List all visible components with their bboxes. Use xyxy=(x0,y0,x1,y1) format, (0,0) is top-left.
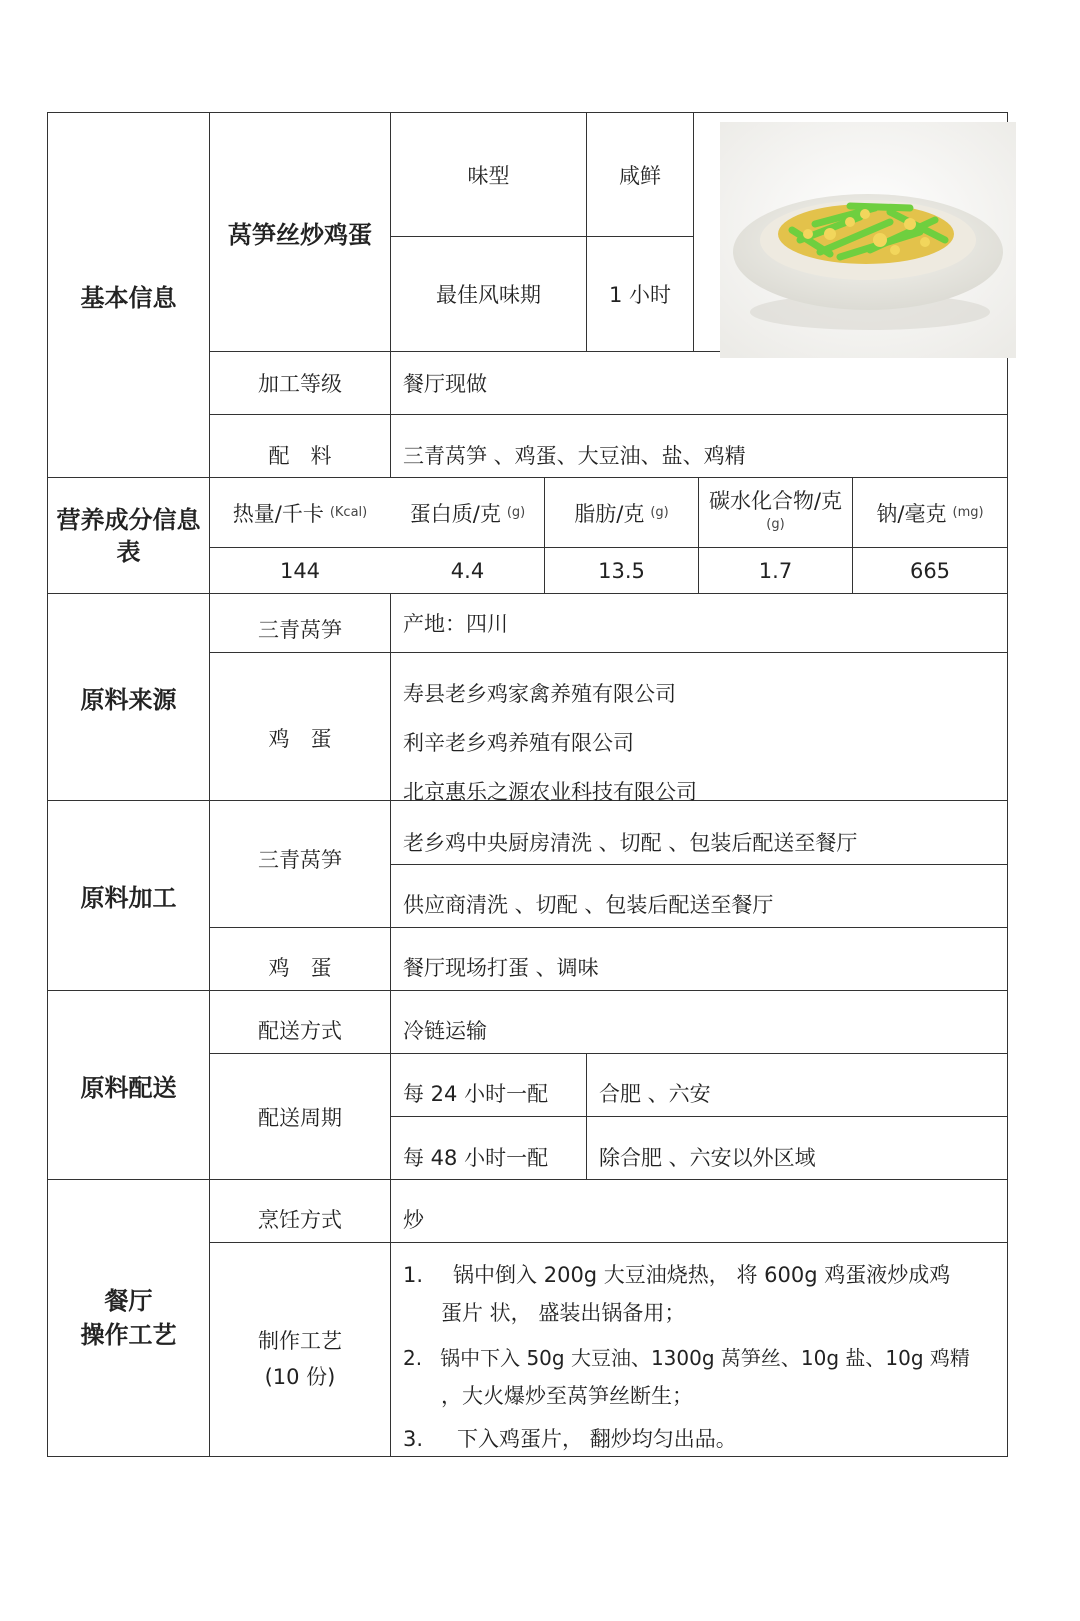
nutrition-name: 钠/毫克 xyxy=(876,501,947,526)
step-text: 锅中倒入 200g 大豆油烧热， 将 600g 鸡蛋液炒成鸡 xyxy=(453,1263,951,1287)
processing-egg-value: 餐厅现场打蛋 、调味 xyxy=(403,956,599,980)
nutrition-header-carbs xyxy=(699,478,852,547)
processing-lettuce-value2: 供应商清洗 、切配 、包装后配送至餐厅 xyxy=(403,893,774,917)
source-egg-label: 鸡 蛋 xyxy=(268,726,332,751)
section-nutrition-line2: 表 xyxy=(116,537,141,566)
step-number: 2. xyxy=(403,1346,423,1370)
step-number: 1. xyxy=(403,1263,424,1287)
craft-step-2 xyxy=(403,1339,1003,1415)
flavor-value: 咸鲜 xyxy=(619,163,661,188)
processing-lettuce-label: 三青莴笋 xyxy=(258,848,342,872)
nutrition-value-energy: 144 xyxy=(279,558,321,583)
dish-name: 莴笋丝炒鸡蛋 xyxy=(228,220,372,249)
processing-lettuce-value1: 老乡鸡中央厨房清洗 、切配 、包装后配送至餐厅 xyxy=(403,830,858,855)
nutrition-name: 脂肪/克 xyxy=(574,501,645,526)
craft-label-line1: 制作工艺 xyxy=(258,1328,342,1353)
supplier-item: 利辛老乡鸡养殖有限公司 xyxy=(403,731,634,755)
delivery-cycle2-area: 除合肥 、六安以外区域 xyxy=(599,1146,816,1170)
delivery-cycle-label: 配送周期 xyxy=(258,1105,342,1130)
processing-egg-label: 鸡 蛋 xyxy=(268,956,332,980)
best-period-value: 1 小时 xyxy=(608,283,672,307)
nutrition-unit: (mg) xyxy=(952,505,984,520)
ingredients-value: 三青莴笋 、鸡蛋、大豆油、盐、鸡精 xyxy=(403,444,746,468)
best-period-label: 最佳风味期 xyxy=(436,283,541,307)
craft-label xyxy=(210,1243,390,1456)
flavor-label: 味型 xyxy=(467,163,510,188)
section-delivery: 原料配送 xyxy=(80,1073,177,1102)
step-number: 3. xyxy=(403,1427,424,1451)
nutrition-unit: (g) xyxy=(506,505,526,520)
craft-step-3 xyxy=(403,1420,1003,1458)
delivery-cycle1-freq: 每 24 小时一配 xyxy=(403,1082,549,1106)
nutrition-header-fat xyxy=(545,478,698,547)
nutrition-name: 热量/千卡 xyxy=(232,501,324,526)
nutrition-unit: (g) xyxy=(650,505,669,520)
step-text-cont: ，大火爆炒至莴笋丝断生； xyxy=(441,1384,693,1408)
cook-method-label: 烹饪方式 xyxy=(258,1208,342,1232)
section-operation-line1: 餐厅 xyxy=(104,1287,153,1315)
nutrition-header-energy xyxy=(210,478,390,547)
delivery-cycle2-freq: 每 48 小时一配 xyxy=(403,1146,549,1170)
dish-photo-icon xyxy=(720,122,1016,358)
process-level-value: 餐厅现做 xyxy=(403,372,487,396)
section-operation-line2: 操作工艺 xyxy=(80,1321,177,1349)
nutrition-value-sodium: 665 xyxy=(909,558,951,583)
nutrition-header-sodium xyxy=(853,478,1007,547)
source-lettuce-value: 产地：四川 xyxy=(403,612,508,636)
nutrition-value-protein: 4.4 xyxy=(450,558,485,583)
process-level-label: 加工等级 xyxy=(258,372,342,396)
section-source: 原料来源 xyxy=(80,685,177,714)
section-basic-info: 基本信息 xyxy=(80,283,177,312)
section-nutrition xyxy=(48,478,209,593)
source-egg-suppliers xyxy=(403,670,1003,817)
step-text: 锅中下入 50g 大豆油、1300g 莴笋丝、10g 盐、10g 鸡精 xyxy=(440,1346,970,1370)
cook-method-value: 炒 xyxy=(403,1208,424,1232)
craft-label-line2: (10 份) xyxy=(264,1364,336,1389)
delivery-cycle1-area: 合肥 、六安 xyxy=(599,1082,711,1106)
nutrition-unit: (Kcal) xyxy=(329,505,368,520)
delivery-method-label: 配送方式 xyxy=(258,1019,342,1043)
section-processing: 原料加工 xyxy=(80,884,177,912)
source-lettuce-label: 三青莴笋 xyxy=(258,618,342,642)
nutrition-name: 蛋白质/克 xyxy=(409,501,501,526)
step-text-cont: 蛋片 状， 盛装出锅备用； xyxy=(441,1301,686,1325)
section-operation xyxy=(48,1180,209,1456)
nutrition-value-fat: 13.5 xyxy=(598,558,645,583)
section-nutrition-line1: 营养成分信息 xyxy=(56,505,201,534)
step-text: 下入鸡蛋片， 翻炒均匀出品。 xyxy=(457,1427,737,1451)
craft-step-1 xyxy=(403,1256,1003,1332)
nutrition-value-carbs: 1.7 xyxy=(758,558,793,583)
delivery-method-value: 冷链运输 xyxy=(403,1019,487,1043)
nutrition-unit: (g) xyxy=(766,516,785,532)
nutrition-header-protein xyxy=(391,478,544,547)
nutrition-name: 碳水化合物/克 xyxy=(708,488,843,513)
supplier-item: 寿县老乡鸡家禽养殖有限公司 xyxy=(403,682,676,706)
ingredients-label: 配 料 xyxy=(268,444,332,468)
supplier-item: 北京惠乐之源农业科技有限公司 xyxy=(403,780,697,804)
